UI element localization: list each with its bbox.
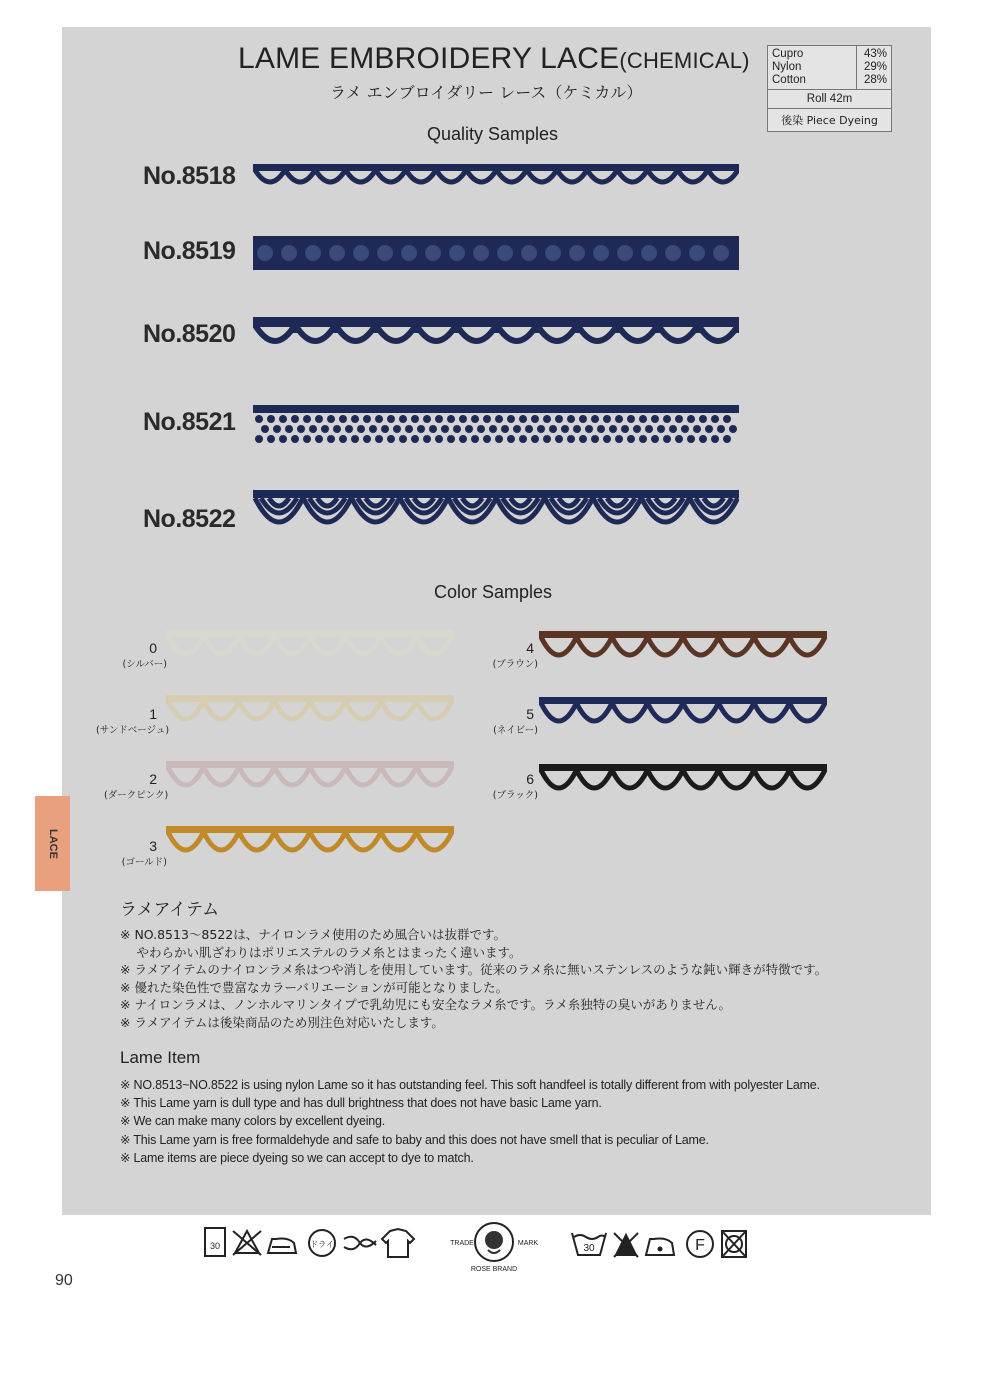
color-name: (シルバー) (122, 659, 167, 670)
svg-text:TRADE: TRADE (450, 1240, 474, 1247)
svg-text:ROSE BRAND: ROSE BRAND (470, 1266, 518, 1273)
svg-text:MARK: MARK (517, 1240, 539, 1247)
note-line: ※ We can make many colors by excellent dyeing. (120, 1114, 386, 1129)
english-notes-heading: Lame Item (120, 1048, 201, 1067)
note-line: ※ 優れた染色性で豊富なカラーバリエーションが可能となりました。 (120, 979, 509, 995)
color-sample-6 (539, 760, 827, 808)
note-line: ※ ラメアイテムは後染商品のため別注色対応いたします。 (120, 1014, 444, 1030)
title-main: LAME EMBROIDERY LACE (238, 42, 620, 75)
color-samples-heading: Color Samples (434, 582, 553, 602)
material-percent: 43% (863, 48, 887, 60)
rose-brand-logo (448, 1218, 540, 1274)
color-sample-5 (539, 693, 827, 741)
no-bleach-triangle-icon (614, 1233, 638, 1257)
care-symbols-right (570, 1225, 750, 1261)
dry-clean-icon (309, 1230, 335, 1256)
title-paren: (CHEMICAL) (619, 48, 750, 73)
color-number: 5 (526, 706, 534, 722)
color-name: (ネイビー) (493, 725, 538, 736)
lace-section-tab[interactable] (35, 796, 70, 891)
note-line: ※ This Lame yarn is free formaldehyde and safe to baby and this does not have smell that is peculiar of Lame. (120, 1132, 709, 1147)
color-name: (ブラウン) (492, 659, 538, 670)
lace-sample-8518 (253, 160, 739, 196)
side-tab-label: LACE (46, 828, 59, 859)
product-number-label: No.8519 (143, 237, 236, 265)
content-panel (62, 27, 931, 1215)
color-name: (サンドベージュ) (96, 725, 170, 736)
color-number: 1 (149, 706, 157, 722)
garment-icon (382, 1229, 414, 1257)
color-name: (ゴールド) (121, 857, 167, 868)
quality-samples-heading: Quality Samples (427, 124, 559, 144)
svg-text:ドライ: ドライ (310, 1240, 334, 1249)
page-title (238, 42, 750, 76)
note-line: ※ NO.8513〜8522は、ナイロンラメ使用のため風合いは抜群です。 (120, 927, 506, 942)
note-line: ※ ラメアイテムのナイロンラメ糸はつや消しを使用しています。従来のラメ糸に無いステンレスのような鈍い輝きが特徴です。 (120, 962, 828, 977)
color-number: 4 (526, 640, 534, 656)
color-number: 3 (149, 838, 157, 854)
japanese-notes (120, 895, 910, 1031)
note-line: やわらかい肌ざわりはポリエステルのラメ糸とはまったく違います。 (120, 944, 522, 960)
color-number: 0 (149, 640, 157, 656)
japanese-notes-heading: ラメアイテム (120, 900, 220, 920)
no-bleach-icon (233, 1231, 261, 1255)
note-line: ※ NO.8513~NO.8522 is using nylon Lame so it has outstanding feel. This soft handfeel is totally different from with polyester Lame. (120, 1078, 820, 1092)
iron-icon (268, 1239, 296, 1254)
material-name: Cotton (772, 74, 806, 86)
color-number: 2 (149, 771, 157, 787)
material-percent: 28% (863, 74, 887, 86)
wring-icon (344, 1237, 376, 1250)
lace-sample-8522 (253, 488, 739, 550)
lace-sample-8519 (253, 236, 739, 270)
wash-30-icon (205, 1228, 225, 1256)
color-name: (ダークピンク) (104, 790, 169, 801)
material-name: Nylon (772, 61, 802, 73)
color-sample-0 (166, 626, 454, 674)
iron-low-icon (646, 1239, 674, 1256)
dry-clean-f-icon (687, 1231, 713, 1257)
material-percent: 29% (863, 61, 887, 73)
color-sample-2 (166, 757, 454, 805)
lace-sample-8521 (253, 403, 739, 451)
product-number-label: No.8521 (143, 408, 236, 436)
wash-tub-icon (572, 1233, 606, 1255)
subtitle-japanese: ラメ エンブロイダリー レース（ケミカル） (330, 83, 643, 102)
care-symbols-left (202, 1225, 417, 1261)
dyeing-method: 後染 Piece Dyeing (781, 114, 878, 127)
no-tumble-dry-icon (722, 1231, 746, 1257)
english-notes (120, 1048, 910, 1167)
product-number-label: No.8522 (143, 505, 236, 533)
svg-text:30: 30 (583, 1243, 595, 1254)
svg-text:30: 30 (209, 1241, 221, 1251)
color-name: (ブラック) (492, 790, 538, 801)
color-sample-3 (166, 822, 454, 870)
note-line: ※ Lame items are piece dyeing so we can accept to dye to match. (120, 1150, 474, 1165)
product-number-label: No.8520 (143, 320, 236, 348)
spec-table (767, 45, 892, 132)
lace-sample-8520 (253, 313, 739, 361)
color-sample-1 (166, 691, 454, 739)
page-number: 90 (55, 1272, 73, 1289)
color-sample-4 (539, 627, 827, 675)
material-name: Cupro (772, 48, 804, 60)
svg-text:F: F (695, 1237, 705, 1254)
product-number-label: No.8518 (143, 162, 236, 190)
note-line: ※ ナイロンラメは、ノンホルマリンタイプで乳幼児にも安全なラメ糸です。ラメ糸独特の臭いがありません。 (120, 997, 731, 1012)
color-number: 6 (526, 771, 534, 787)
roll-length: Roll 42m (768, 90, 891, 109)
note-line: ※ This Lame yarn is dull type and has dull brightness that does not have basic Lame yarn. (120, 1096, 602, 1111)
